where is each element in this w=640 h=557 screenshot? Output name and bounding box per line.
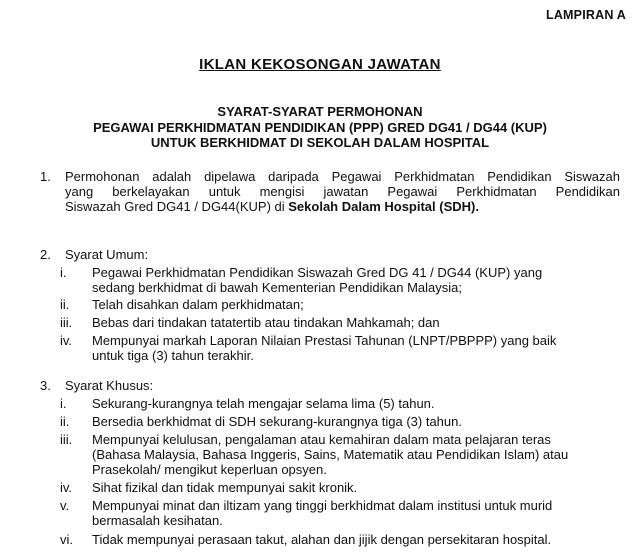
page-title: IKLAN KEKOSONGAN JAWATAN [199, 56, 441, 73]
list-item-text [92, 480, 612, 495]
paragraph-bold-text: Sekolah Dalam Hospital (SDH). [288, 199, 479, 214]
list-item-line: Sihat fizikal dan tidak mempunyai sakit kronik. [92, 480, 358, 495]
list-numeral: iv. [60, 333, 73, 348]
list-numeral: i. [60, 265, 67, 280]
list-item-text [92, 265, 612, 295]
list-numeral: vi. [60, 532, 73, 547]
list-item-line: sedang berkhidmat di bawah Kementerian Pendidikan Malaysia; [92, 280, 462, 295]
list-item-line: Mempunyai minat dan iltizam yang tinggi berkhidmat dalam institusi untuk murid [92, 498, 553, 513]
list-numeral: iii. [60, 315, 73, 330]
list-item-line: Mempunyai markah Laporan Nilaian Prestasi Tahunan (LNPT/PBPPP) yang baik [92, 333, 557, 348]
list-item-line: (Bahasa Malaysia, Bahasa Inggeris, Sains, Matematik atau Pendidikan Islam) atau [92, 447, 569, 462]
list-item-line: bermasalah kesihatan. [92, 513, 223, 528]
list-item-text [92, 297, 612, 312]
paragraph-text: Siswazah Gred DG41 / DG44(KUP) di [65, 199, 285, 214]
appendix-label: LAMPIRAN A [545, 8, 626, 22]
section-number: 2. [40, 247, 51, 262]
list-numeral: iv. [60, 480, 73, 495]
section-1-paragraph [65, 169, 620, 214]
list-item-line: untuk tiga (3) tahun terakhir. [92, 348, 254, 363]
section-number: 3. [40, 378, 51, 393]
subheading-line: PEGAWAI PERKHIDMATAN PENDIDIKAN (PPP) GRED DG41 / DG44 (KUP) [93, 119, 547, 135]
list-numeral: i. [60, 396, 67, 411]
subheading-line: SYARAT-SYARAT PERMOHONAN [217, 104, 423, 119]
list-item-text [92, 396, 612, 411]
paragraph-line: Permohonan adalah dipelawa daripada Pegawai Perkhidmatan Pendidikan Siswazah [65, 169, 620, 184]
list-numeral: ii. [60, 297, 70, 312]
list-item-line: Bebas dari tindakan tatatertib atau tindakan Mahkamah; dan [92, 315, 440, 330]
list-item-text [92, 532, 612, 547]
list-item-text [92, 315, 612, 330]
list-item-text [92, 498, 612, 528]
section-heading: Syarat Khusus: [65, 378, 154, 393]
list-numeral: v. [60, 498, 70, 513]
list-item-line: Pegawai Perkhidmatan Pendidikan Siswazah Gred DG 41 / DG44 (KUP) yang [92, 265, 543, 280]
section-number: 1. [40, 169, 51, 184]
list-item-text [92, 432, 612, 477]
requirements-subheading [0, 104, 640, 151]
list-item-line: Telah disahkan dalam perkhidmatan; [92, 297, 304, 312]
paragraph-line: yang berkelayakan untuk mengisi jawatan Pegawai Perkhidmatan Pendidikan [65, 184, 620, 199]
list-item-line: Mempunyai kelulusan, pengalaman atau kemahiran dalam mata pelajaran teras [92, 432, 551, 447]
list-numeral: ii. [60, 414, 70, 429]
list-item-line: Sekurang-kurangnya telah mengajar selama lima (5) tahun. [92, 396, 435, 411]
subheading-line: UNTUK BERKHIDMAT DI SEKOLAH DALAM HOSPITAL [150, 135, 490, 150]
section-heading: Syarat Umum: [65, 247, 149, 262]
list-item-text [92, 414, 612, 429]
list-item-text [92, 333, 612, 363]
list-numeral: iii. [60, 432, 73, 447]
list-item-line: Tidak mempunyai perasaan takut, alahan dan jijik dengan persekitaran hospital. [92, 532, 552, 547]
list-item-line: Prasekolah/ mengikut keperluan opsyen. [92, 462, 327, 477]
list-item-line: Bersedia berkhidmat di SDH sekurang-kurangnya tiga (3) tahun. [92, 414, 462, 429]
paragraph-line [65, 199, 620, 214]
